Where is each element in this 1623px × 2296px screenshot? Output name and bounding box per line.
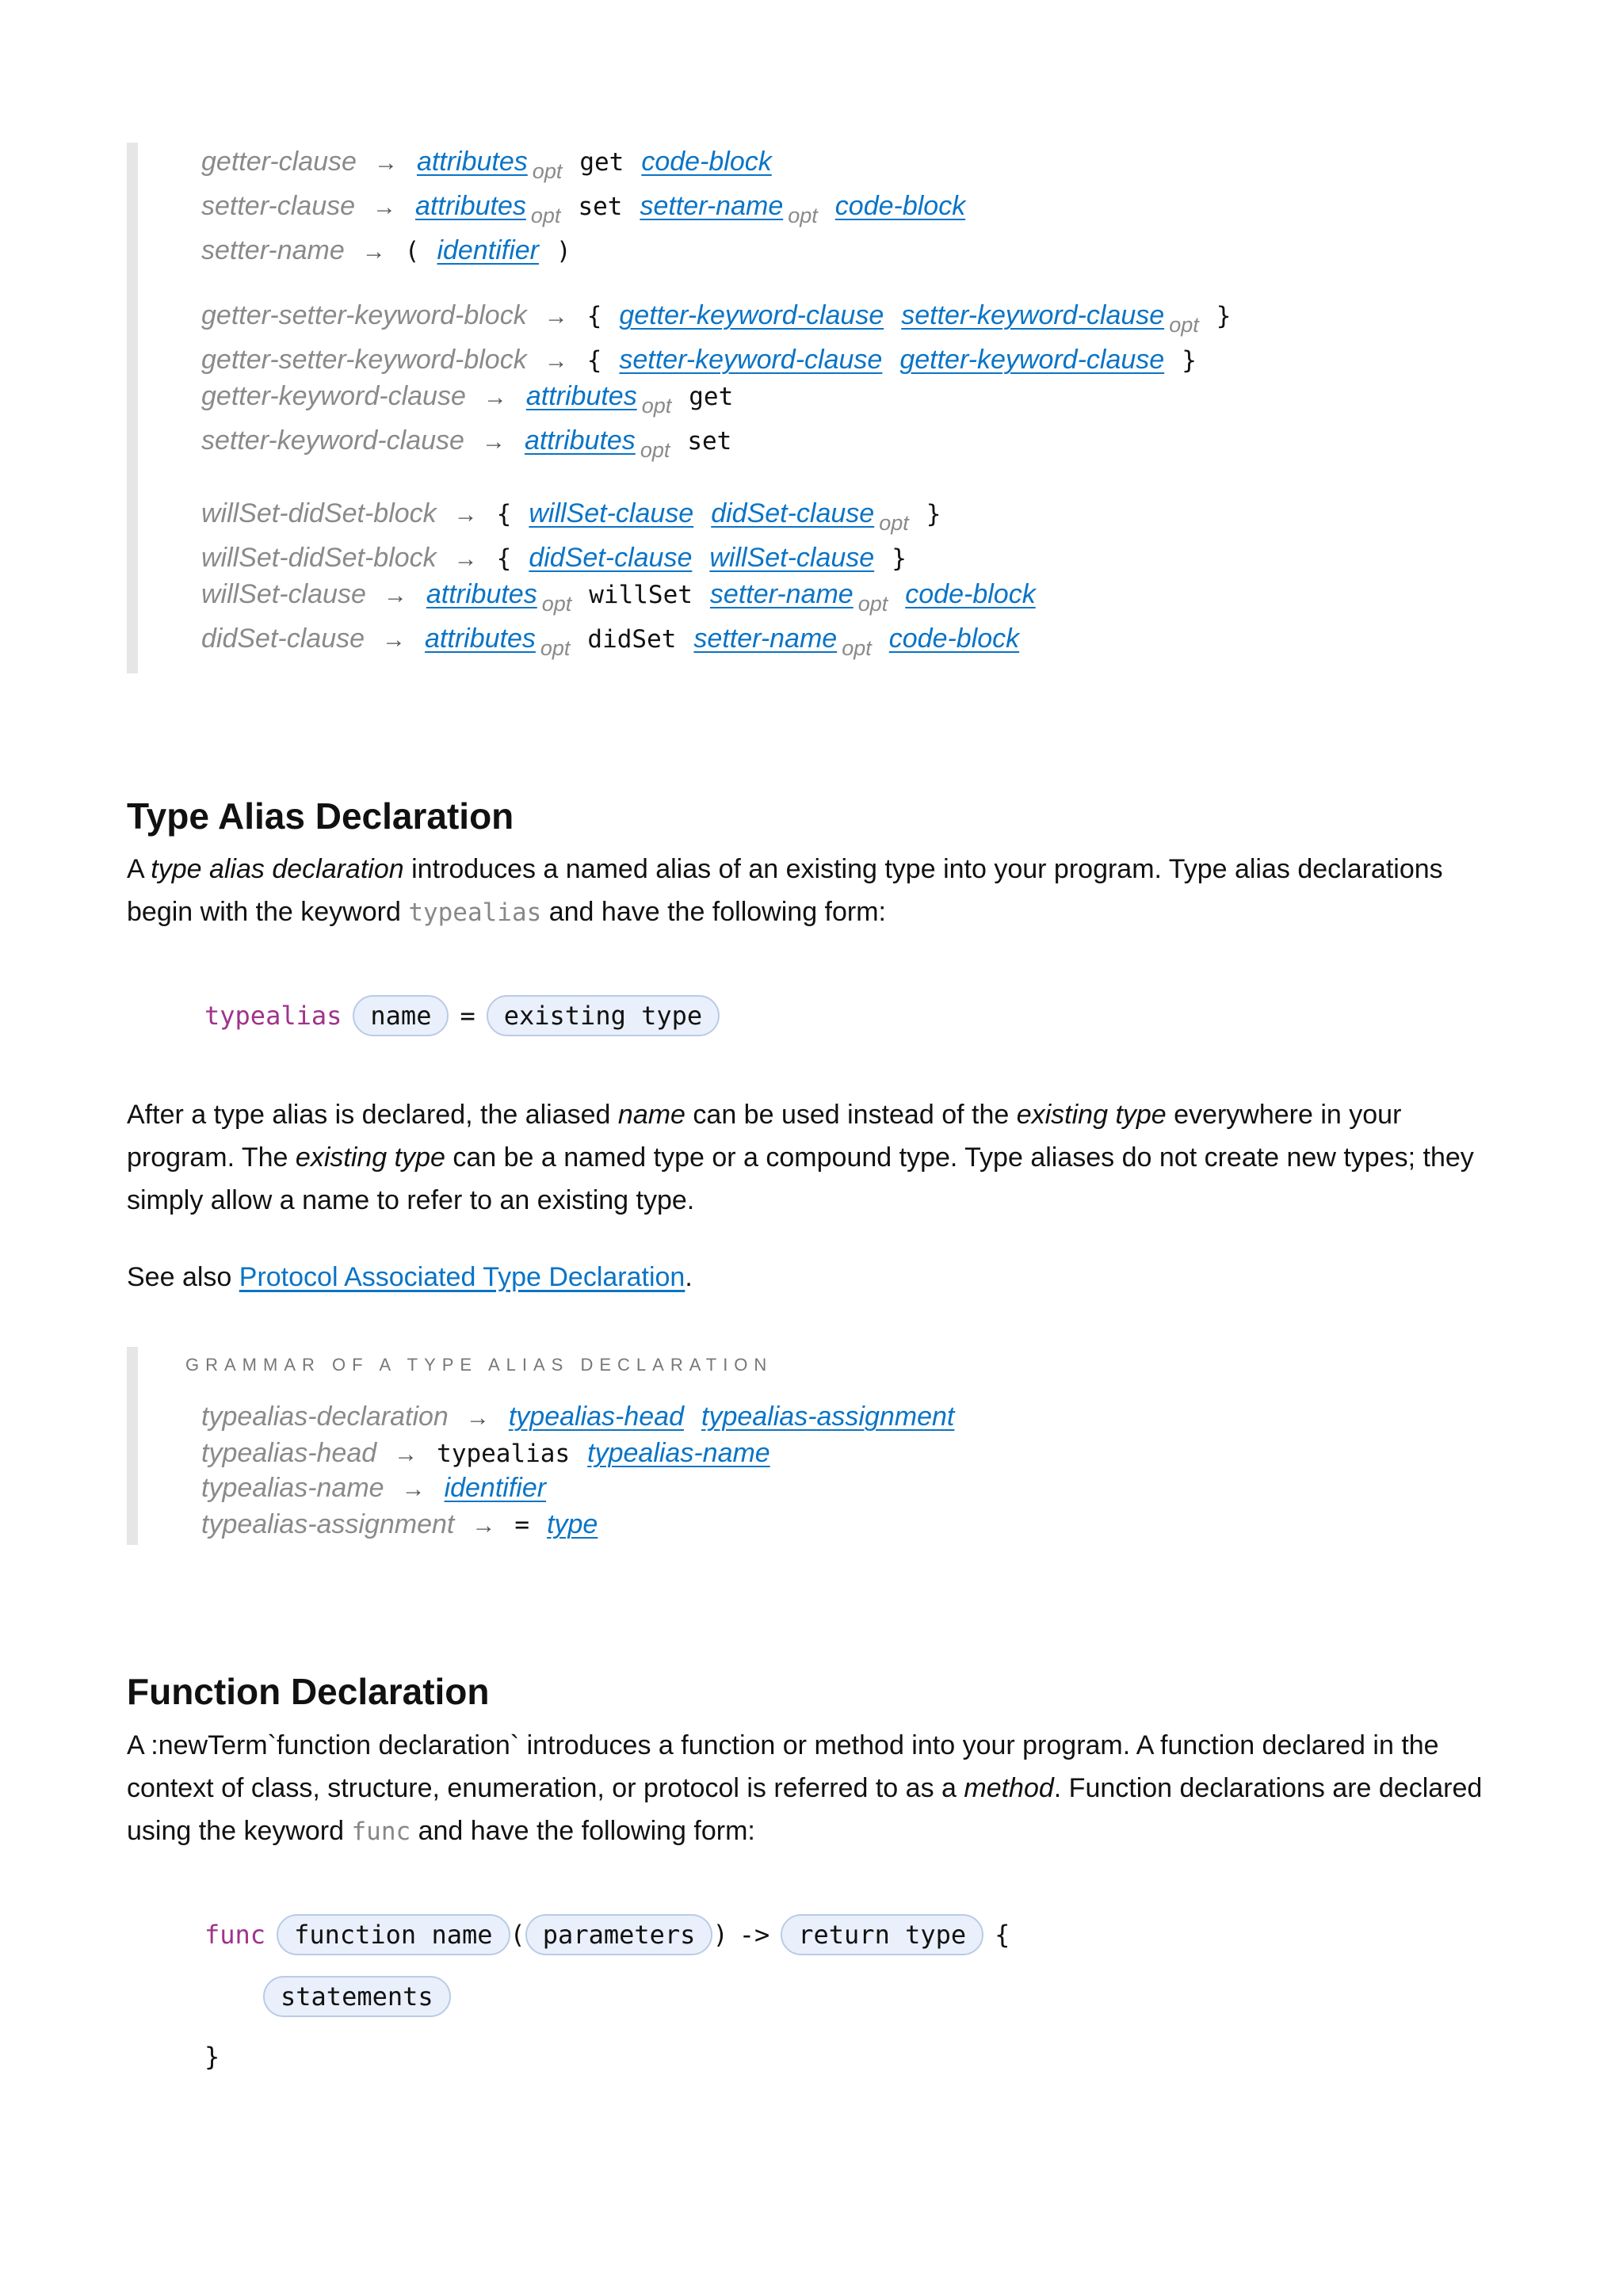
grammar-link-type[interactable]: type: [547, 1509, 598, 1539]
grammar-term: setter-clause: [201, 191, 356, 221]
grammar-link-setter-name[interactable]: setter-name: [709, 579, 854, 609]
arrow-icon: →: [361, 238, 386, 265]
grammar-link-setter-keyword-clause[interactable]: setter-keyword-clause: [619, 345, 883, 375]
grammar-keyword: get: [579, 148, 624, 177]
function-code-closing-line: [204, 2036, 220, 2077]
grammar-keyword: set: [578, 193, 623, 221]
grammar-link-willset-clause[interactable]: willSet-clause: [529, 498, 694, 528]
grammar-literal: }: [1182, 346, 1197, 375]
grammar-term: setter-name: [201, 235, 345, 265]
type-alias-explanation-paragraph: After a type alias is declared, the aliased name can be used instead of the existing type everywhere in your program. The existing type can be a named type or a compound type. Type aliases do not create new types; they simply allow a name to refer to an existing type.: [127, 1100, 1474, 1215]
grammar-literal: {: [586, 302, 602, 330]
grammar-term: willSet-didSet-block: [201, 498, 437, 528]
code-return-arrow: ->: [739, 1920, 770, 1950]
grammar-link-didset-clause[interactable]: didSet-clause: [529, 543, 693, 573]
grammar-line-getter-clause: [201, 146, 772, 183]
grammar-line-willset-didset-block-1: [201, 498, 941, 535]
code-equals: =: [460, 1001, 475, 1031]
grammar-link-getter-keyword-clause[interactable]: getter-keyword-clause: [899, 345, 1165, 375]
grammar-line-typealias-head: [201, 1437, 770, 1470]
inline-code: typealias: [408, 898, 542, 927]
grammar-term: typealias-name: [201, 1473, 384, 1503]
arrow-icon: →: [383, 582, 407, 608]
placeholder-pill-name: name: [353, 995, 449, 1036]
grammar-link-setter-name[interactable]: setter-name: [693, 624, 838, 654]
type-alias-code-form: [204, 995, 720, 1036]
grammar-link-attributes[interactable]: attributes: [415, 191, 526, 221]
arrow-icon: →: [373, 150, 398, 176]
arrow-icon: →: [401, 1476, 426, 1502]
grammar-line-getter-setter-keyword-block-2: [201, 344, 1197, 377]
grammar-block-type-alias: [127, 1347, 962, 1545]
arrow-icon: →: [465, 1405, 490, 1431]
grammar-term: didSet-clause: [201, 624, 365, 654]
grammar-term: willSet-clause: [201, 579, 366, 609]
arrow-icon: →: [483, 384, 507, 410]
opt-label: opt: [879, 511, 909, 535]
grammar-line-willset-clause: [201, 578, 1036, 616]
grammar-link-typealias-head[interactable]: typealias-head: [508, 1402, 684, 1432]
grammar-heading: GRAMMAR OF A TYPE ALIAS DECLARATION: [185, 1355, 773, 1375]
grammar-literal: (: [404, 237, 420, 265]
grammar-link-willset-clause[interactable]: willSet-clause: [709, 543, 875, 573]
grammar-line-setter-clause: [201, 190, 966, 227]
grammar-link-setter-keyword-clause[interactable]: setter-keyword-clause: [901, 300, 1165, 330]
grammar-keyword: typealias: [437, 1440, 571, 1468]
arrow-icon: →: [544, 303, 568, 330]
grammar-link-identifier[interactable]: identifier: [444, 1473, 547, 1503]
code-keyword: typealias: [204, 1001, 342, 1031]
section-heading-type-alias: Type Alias Declaration: [127, 795, 514, 837]
grammar-keyword: get: [689, 383, 734, 411]
section-heading-function-declaration: Function Declaration: [127, 1671, 490, 1712]
function-code-signature-line: [204, 1914, 1010, 1955]
grammar-term: typealias-head: [201, 1438, 377, 1468]
grammar-link-identifier[interactable]: identifier: [437, 235, 539, 265]
grammar-line-setter-name: [201, 235, 571, 268]
grammar-line-didset-clause: [201, 623, 1020, 660]
function-code-body-line: [263, 1976, 451, 2017]
function-decl-intro-paragraph: A :newTerm`function declaration` introduces a function or method into your program. A function declared in the context of class, structure, enumeration, or protocol is referred to as a method. Function declarations are declared using the keyword func and have the following form:: [127, 1730, 1483, 1846]
placeholder-pill-existing-type: existing type: [487, 995, 720, 1036]
grammar-literal: {: [496, 500, 512, 528]
grammar-link-attributes[interactable]: attributes: [524, 425, 636, 456]
grammar-link-didset-clause[interactable]: didSet-clause: [711, 498, 875, 528]
grammar-link-typealias-assignment[interactable]: typealias-assignment: [701, 1402, 955, 1432]
arrow-icon: →: [453, 502, 478, 528]
grammar-line-getter-keyword-clause: [201, 380, 734, 418]
grammar-link-typealias-name[interactable]: typealias-name: [587, 1438, 770, 1468]
grammar-link-attributes[interactable]: attributes: [525, 381, 637, 411]
grammar-link-code-block[interactable]: code-block: [888, 624, 1020, 654]
arrow-icon: →: [372, 194, 397, 220]
type-alias-intro-paragraph: A type alias declaration introduces a named alias of an existing type into your program. Type alias declarations begin with the keyword typealias and have the following form:: [127, 854, 1443, 927]
placeholder-pill-function-name: function name: [277, 1914, 510, 1955]
grammar-literal: ): [556, 237, 571, 265]
grammar-line-setter-keyword-clause: [201, 425, 732, 462]
grammar-term: getter-clause: [201, 147, 357, 177]
grammar-link-code-block[interactable]: code-block: [834, 191, 966, 221]
grammar-term: getter-setter-keyword-block: [201, 345, 527, 375]
code-brace: }: [204, 2042, 220, 2072]
grammar-term: getter-keyword-clause: [201, 381, 466, 411]
placeholder-pill-statements: statements: [263, 1976, 451, 2017]
opt-label: opt: [530, 204, 561, 227]
opt-label: opt: [1169, 313, 1199, 337]
code-paren: ): [712, 1920, 728, 1950]
grammar-literal: {: [586, 346, 602, 375]
grammar-line-typealias-declaration: [201, 1401, 954, 1434]
code-keyword: func: [204, 1920, 266, 1950]
grammar-term: willSet-didSet-block: [201, 543, 437, 573]
grammar-literal: {: [496, 544, 512, 573]
code-paren: (: [510, 1920, 525, 1950]
arrow-icon: →: [453, 546, 478, 572]
grammar-keyword: set: [687, 427, 732, 456]
grammar-link-attributes[interactable]: attributes: [416, 147, 528, 177]
arrow-icon: →: [544, 348, 568, 374]
grammar-block-accessors: [127, 143, 1232, 673]
grammar-literal: }: [1216, 302, 1232, 330]
grammar-link-code-block[interactable]: code-block: [641, 147, 772, 177]
opt-label: opt: [788, 204, 818, 227]
arrow-icon: →: [472, 1512, 496, 1539]
grammar-line-getter-setter-keyword-block-1: [201, 299, 1232, 337]
opt-label: opt: [640, 438, 670, 462]
inline-code: func: [351, 1817, 411, 1846]
link-protocol-associated-type-declaration[interactable]: Protocol Associated Type Declaration: [239, 1262, 685, 1292]
grammar-link-code-block[interactable]: code-block: [905, 579, 1036, 609]
opt-label: opt: [541, 592, 572, 616]
grammar-link-attributes[interactable]: attributes: [425, 624, 536, 654]
grammar-line-willset-didset-block-2: [201, 542, 907, 575]
opt-label: opt: [842, 636, 872, 660]
placeholder-pill-parameters: parameters: [525, 1914, 713, 1955]
opt-label: opt: [641, 394, 672, 418]
grammar-term: getter-setter-keyword-block: [201, 300, 527, 330]
grammar-term: typealias-assignment: [201, 1509, 455, 1539]
opt-label: opt: [532, 159, 563, 183]
grammar-literal: }: [892, 544, 907, 573]
grammar-keyword: didSet: [587, 625, 677, 654]
code-brace: {: [995, 1920, 1010, 1950]
grammar-link-getter-keyword-clause[interactable]: getter-keyword-clause: [619, 300, 884, 330]
grammar-line-typealias-assignment: [201, 1508, 598, 1542]
grammar-term: setter-keyword-clause: [201, 425, 464, 456]
opt-label: opt: [540, 636, 571, 660]
arrow-icon: →: [394, 1441, 418, 1467]
grammar-term: typealias-declaration: [201, 1402, 449, 1432]
grammar-link-setter-name[interactable]: setter-name: [640, 191, 784, 221]
arrow-icon: →: [382, 627, 407, 653]
grammar-literal: =: [514, 1511, 530, 1539]
arrow-icon: →: [481, 429, 506, 455]
placeholder-pill-return-type: return type: [781, 1914, 983, 1955]
grammar-line-typealias-name: [201, 1472, 546, 1505]
grammar-literal: }: [926, 500, 941, 528]
grammar-link-attributes[interactable]: attributes: [426, 579, 537, 609]
see-also-paragraph: See also Protocol Associated Type Declaration.: [127, 1262, 693, 1292]
grammar-keyword: willSet: [589, 581, 693, 609]
opt-label: opt: [857, 592, 888, 616]
